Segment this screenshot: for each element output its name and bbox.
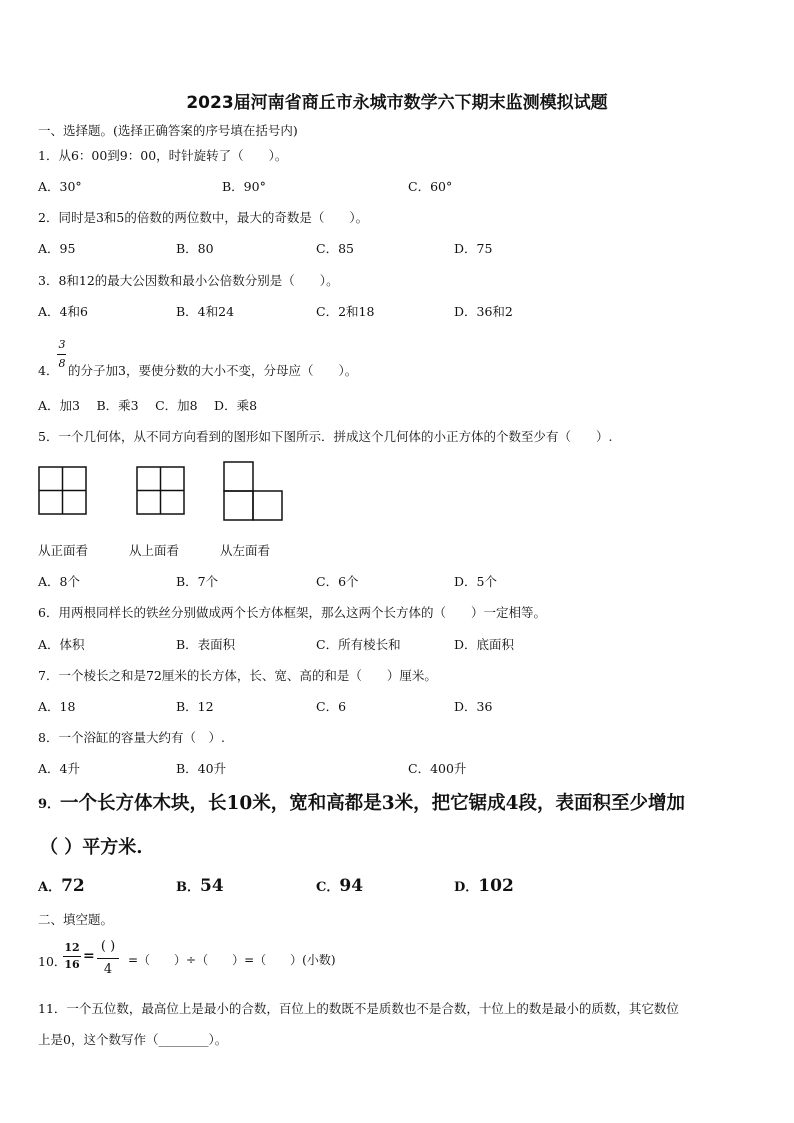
front-view-figure xyxy=(38,466,88,516)
question-9-option-a xyxy=(38,876,85,896)
question-7-stem: 7．一个棱长之和是72厘米的长方体，长、宽、高的和是（ ）厘米。 xyxy=(38,668,437,683)
question-10-fraction2-denominator: 4 xyxy=(103,962,113,977)
question-5-option-a: A．8个 xyxy=(38,574,80,589)
question-9-option-a-value: 72 xyxy=(61,876,85,896)
question-7-option-b: B．12 xyxy=(176,699,214,714)
question-11-line2: 上是0，这个数写作（________）。 xyxy=(38,1032,228,1047)
question-9-option-b-value: 54 xyxy=(200,876,224,896)
question-9-option-c-label: C． xyxy=(316,880,340,895)
question-5-option-c: C．6个 xyxy=(316,574,359,589)
question-3-option-a: A．4和6 xyxy=(38,304,88,319)
question-6-option-a: A．体积 xyxy=(38,637,85,652)
question-7-option-c: C．6 xyxy=(316,699,347,714)
question-2-option-c: C．85 xyxy=(316,241,354,256)
question-9-option-c xyxy=(316,876,363,896)
question-2-option-d: D．75 xyxy=(454,241,493,256)
question-10-fraction1-numerator: 12 xyxy=(64,941,80,954)
question-10-fraction2-bar xyxy=(97,958,119,959)
front-view-label: 从正面看 xyxy=(38,543,89,558)
page-title: 2023届河南省商丘市永城市数学六下期末监测模拟试题 xyxy=(186,93,608,113)
question-6-stem: 6．用两根同样长的铁丝分别做成两个长方体框架，那么这两个长方体的（ ）一定相等。 xyxy=(38,605,546,620)
question-4-stem: 的分子加3，要使分数的大小不变，分母应（ ）。 xyxy=(68,363,358,378)
question-2-stem: 2．同时是3和5的倍数的两位数中，最大的奇数是（ ）。 xyxy=(38,210,369,225)
question-3-option-d: D．36和2 xyxy=(454,304,513,319)
question-1-option-c: C．60° xyxy=(408,179,453,194)
question-10-fraction2-numerator: ( ) xyxy=(100,939,116,954)
question-4-fraction-denominator: 8 xyxy=(58,357,66,370)
section-heading-fill: 二、填空题。 xyxy=(38,912,114,927)
question-9-option-a-label: A． xyxy=(38,880,62,895)
question-8-stem: 8．一个浴缸的容量大约有（ ）. xyxy=(38,730,225,745)
question-11-line1: 11．一个五位数，最高位上是最小的合数，百位上的数既不是质数也不是合数，十位上的数是最小的质数，其它数位 xyxy=(38,1001,679,1016)
question-3-option-c: C．2和18 xyxy=(316,304,375,319)
question-9-stem-line1: 一个长方体木块，长10米，宽和高都是3米，把它锯成4段，表面积至少增加 xyxy=(60,793,685,814)
question-9-option-d-label: D． xyxy=(454,880,479,895)
question-7-option-a: A．18 xyxy=(38,699,76,714)
question-3-stem: 3．8和12的最大公因数和最小公倍数分别是（ ）。 xyxy=(38,273,339,288)
question-6-option-b: B．表面积 xyxy=(176,637,236,652)
question-1-stem: 1．从6：00到9：00，时针旋转了（ ）。 xyxy=(38,148,288,163)
section-heading-choice: 一、选择题。(选择正确答案的序号填在括号内) xyxy=(38,123,298,138)
question-8-option-a: A．4升 xyxy=(38,761,80,776)
question-6-option-d: D．底面积 xyxy=(454,637,515,652)
question-5-option-d: D．5个 xyxy=(454,574,497,589)
question-4-fraction-numerator: 3 xyxy=(58,338,66,351)
left-view-label: 从左面看 xyxy=(220,543,271,558)
question-10-fraction1-bar xyxy=(63,956,81,957)
question-5-option-b: B．7个 xyxy=(176,574,219,589)
question-1-option-b: B．90° xyxy=(222,179,266,194)
question-10-fraction1-denominator: 16 xyxy=(64,958,80,971)
question-4-options: A．加3 B．乘3 C．加8 D．乘8 xyxy=(38,398,258,413)
top-view-label: 从上面看 xyxy=(129,543,180,558)
question-9-number: 9． xyxy=(38,797,61,812)
question-2-option-b: B．80 xyxy=(176,241,214,256)
question-5-stem: 5．一个几何体，从不同方向看到的图形如下图所示．拼成这个几何体的小正方体的个数至少有（ ）. xyxy=(38,429,613,444)
question-9-option-c-value: 94 xyxy=(339,876,364,896)
question-1-option-a: A．30° xyxy=(38,179,82,194)
question-9-option-b xyxy=(176,876,224,896)
question-4-fraction-bar xyxy=(57,354,66,355)
question-10-number: 10． xyxy=(38,954,67,969)
question-4-number: 4． xyxy=(38,363,59,378)
question-8-option-c: C．400升 xyxy=(408,761,467,776)
question-10-equals: = xyxy=(83,948,95,964)
question-8-option-b: B．40升 xyxy=(176,761,227,776)
question-10-rest: =（ ）÷（ ）=（ ）(小数) xyxy=(128,953,336,967)
question-9-stem-line2: （ ）平方米. xyxy=(40,837,143,858)
question-7-option-d: D．36 xyxy=(454,699,493,714)
question-3-option-b: B．4和24 xyxy=(176,304,235,319)
top-view-figure xyxy=(136,466,186,516)
left-view-figure xyxy=(223,461,285,523)
question-9-option-b-label: B． xyxy=(176,880,200,895)
question-6-option-c: C．所有棱长和 xyxy=(316,637,401,652)
question-9-option-d-value: 102 xyxy=(478,876,514,896)
question-2-option-a: A．95 xyxy=(38,241,76,256)
question-9-option-d xyxy=(454,876,514,896)
